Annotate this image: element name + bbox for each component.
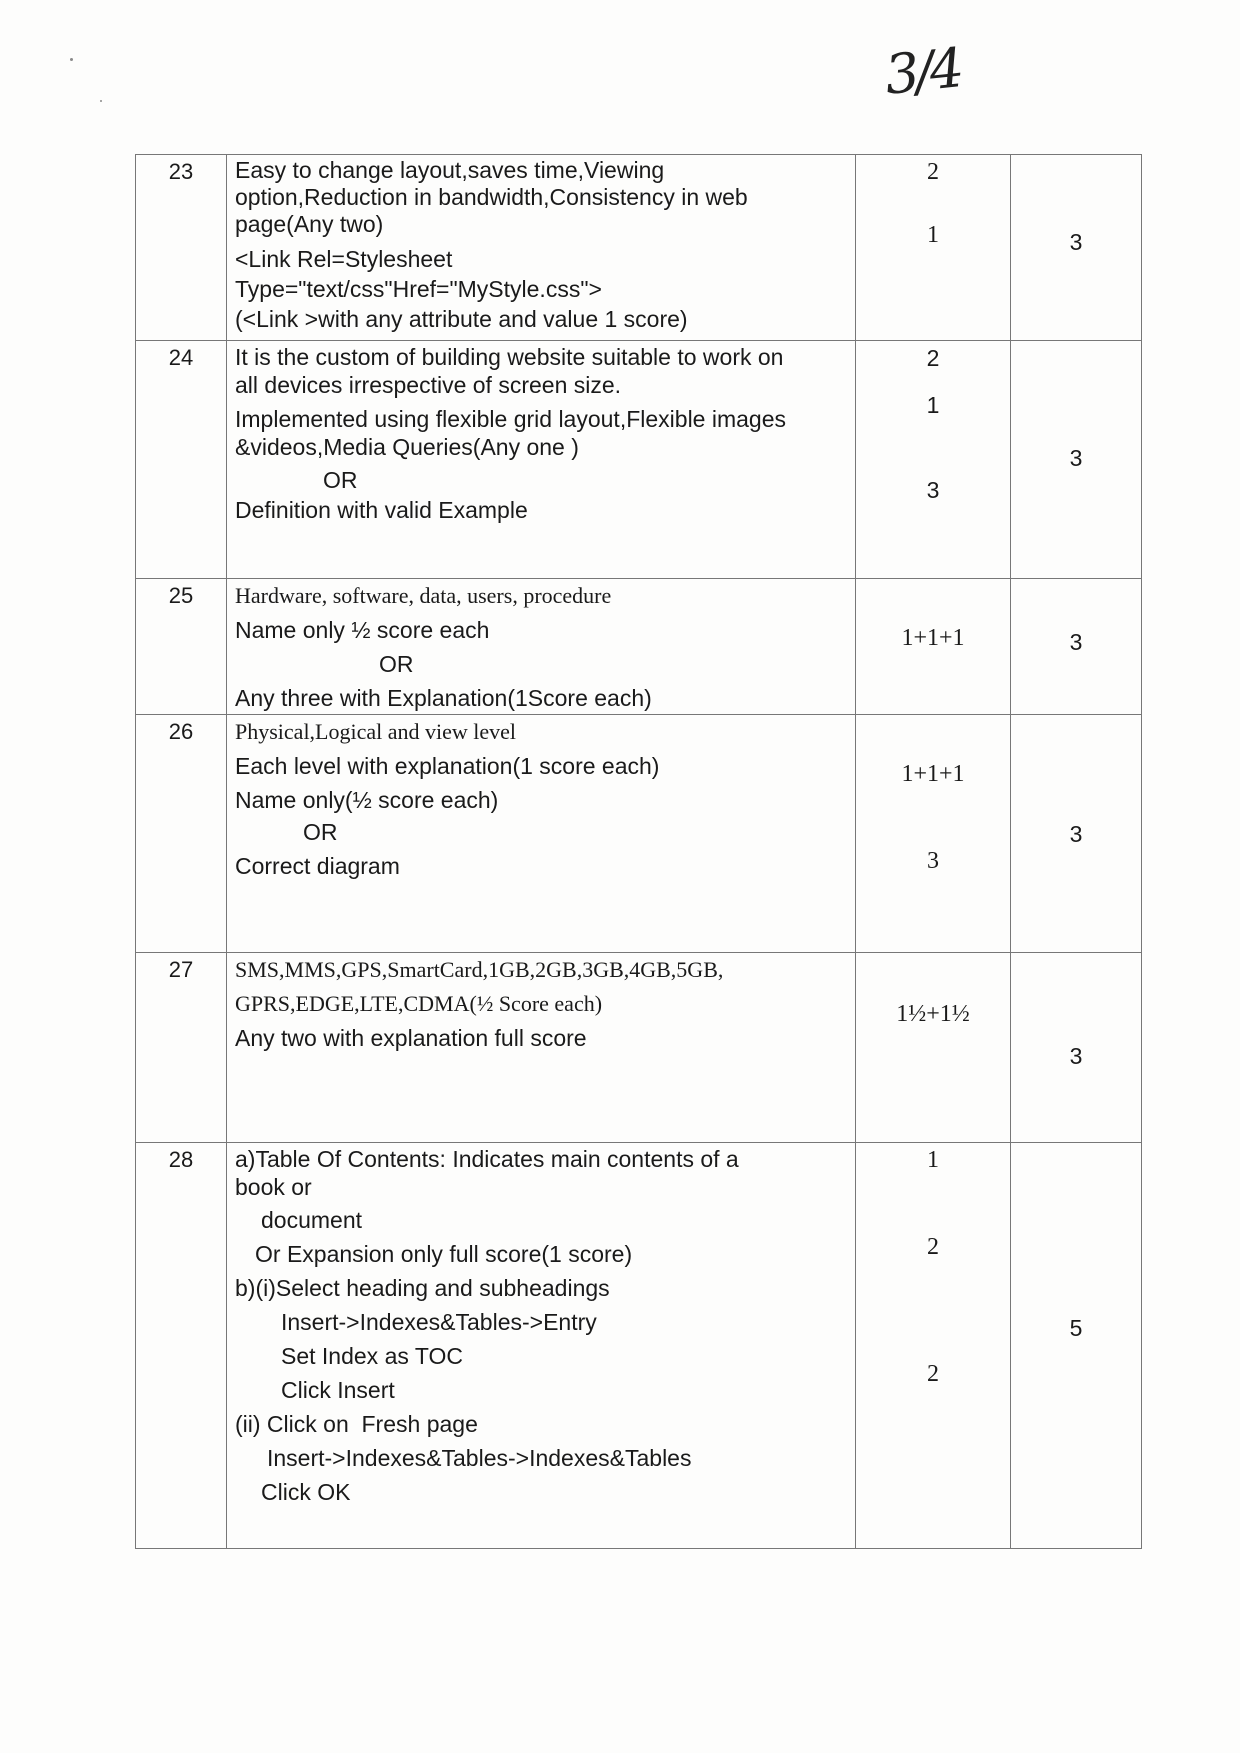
part-marks — [856, 579, 1011, 715]
answer-line: GPRS,EDGE,LTE,CDMA(½ Score each) — [235, 991, 603, 1016]
total-score — [1011, 715, 1142, 953]
answer-key-table — [135, 154, 1142, 1549]
answer-line: book or — [235, 1174, 312, 1200]
answer-line: Easy to change layout,saves time,Viewing — [235, 157, 665, 183]
question-number: 28 — [136, 1143, 227, 1549]
answer-line: Definition with valid Example — [235, 497, 528, 523]
answer-line: OR — [303, 819, 338, 845]
part-mark: 1½+1½ — [896, 1001, 970, 1027]
answer-line: option,Reduction in bandwidth,Consistency in web — [235, 184, 748, 210]
part-marks — [856, 953, 1011, 1143]
answer-line: Type="text/css"Href="MyStyle.css"> — [235, 276, 602, 302]
answer-line: Click OK — [261, 1479, 351, 1505]
answer-cell — [227, 715, 856, 953]
part-mark: 2 — [927, 159, 939, 185]
answer-line: Correct diagram — [235, 853, 400, 879]
answer-line: Any two with explanation full score — [235, 1025, 587, 1051]
answer-line: <Link Rel=Stylesheet — [235, 246, 453, 272]
answer-cell — [227, 1143, 856, 1549]
table-row — [136, 715, 1142, 953]
part-mark: 2 — [927, 1234, 939, 1260]
answer-line: Name only ½ score each — [235, 617, 490, 643]
question-number: 27 — [136, 953, 227, 1143]
scan-speck — [70, 58, 73, 61]
scan-speck — [100, 100, 102, 102]
total-score — [1011, 155, 1142, 341]
answer-line: OR — [379, 651, 414, 677]
total-score — [1011, 579, 1142, 715]
answer-line: (<Link >with any attribute and value 1 score) — [235, 306, 688, 332]
answer-line: page(Any two) — [235, 211, 384, 237]
answer-cell — [227, 341, 856, 579]
answer-line: Click Insert — [281, 1377, 395, 1403]
part-marks — [856, 715, 1011, 953]
answer-line: &videos,Media Queries(Any one ) — [235, 434, 579, 460]
answer-line: Insert->Indexes&Tables->Entry — [281, 1309, 597, 1335]
total-mark: 5 — [1069, 1315, 1083, 1341]
answer-line: all devices irrespective of screen size. — [235, 372, 622, 398]
total-score — [1011, 341, 1142, 579]
question-number: 23 — [136, 155, 227, 341]
answer-cell — [227, 953, 856, 1143]
part-mark: 3 — [926, 477, 940, 503]
total-mark: 3 — [1069, 1043, 1083, 1069]
total-mark: 3 — [1069, 445, 1083, 471]
answer-line: (ii) Click on Fresh page — [235, 1411, 478, 1437]
answer-line: It is the custom of building website suitable to work on — [235, 344, 784, 370]
answer-cell — [227, 155, 856, 341]
part-mark: 1+1+1 — [901, 761, 965, 787]
question-number: 25 — [136, 579, 227, 715]
answer-line: Physical,Logical and view level — [235, 719, 517, 744]
table-row — [136, 155, 1142, 341]
total-score — [1011, 1143, 1142, 1549]
table-row — [136, 579, 1142, 715]
part-marks — [856, 155, 1011, 341]
part-mark: 1 — [927, 222, 939, 248]
answer-line: Set Index as TOC — [281, 1343, 463, 1369]
answer-line: Name only(½ score each) — [235, 787, 499, 813]
answer-line: Or Expansion only full score(1 score) — [255, 1241, 633, 1267]
total-score — [1011, 953, 1142, 1143]
answer-line: document — [261, 1207, 363, 1233]
answer-cell — [227, 579, 856, 715]
part-mark: 1 — [927, 1147, 939, 1173]
answer-line: b)(i)Select heading and subheadings — [235, 1275, 610, 1301]
answer-line: Any three with Explanation(1Score each) — [235, 685, 652, 711]
part-marks — [856, 1143, 1011, 1549]
part-marks — [856, 341, 1011, 579]
answer-line: Hardware, software, data, users, procedure — [235, 583, 612, 608]
answer-line: Each level with explanation(1 score each) — [235, 753, 660, 779]
answer-line: OR — [323, 467, 358, 493]
part-mark: 1+1+1 — [901, 625, 965, 651]
answer-line: SMS,MMS,GPS,SmartCard,1GB,2GB,3GB,4GB,5GB, — [235, 957, 724, 982]
total-mark: 3 — [1069, 821, 1083, 847]
part-mark: 2 — [926, 345, 940, 371]
part-mark: 1 — [926, 392, 940, 418]
question-number: 26 — [136, 715, 227, 953]
total-mark: 3 — [1069, 229, 1083, 255]
part-mark: 3 — [927, 848, 939, 874]
question-number: 24 — [136, 341, 227, 579]
total-mark: 3 — [1069, 629, 1083, 655]
table-row — [136, 341, 1142, 579]
page-number: 3/4 — [881, 36, 963, 107]
answer-line: Implemented using flexible grid layout,Flexible images — [235, 406, 787, 432]
answer-line: Insert->Indexes&Tables->Indexes&Tables — [267, 1445, 692, 1471]
part-mark: 2 — [927, 1361, 939, 1387]
table-row — [136, 953, 1142, 1143]
table-row — [136, 1143, 1142, 1549]
answer-line: a)Table Of Contents: Indicates main contents of a — [235, 1146, 739, 1172]
